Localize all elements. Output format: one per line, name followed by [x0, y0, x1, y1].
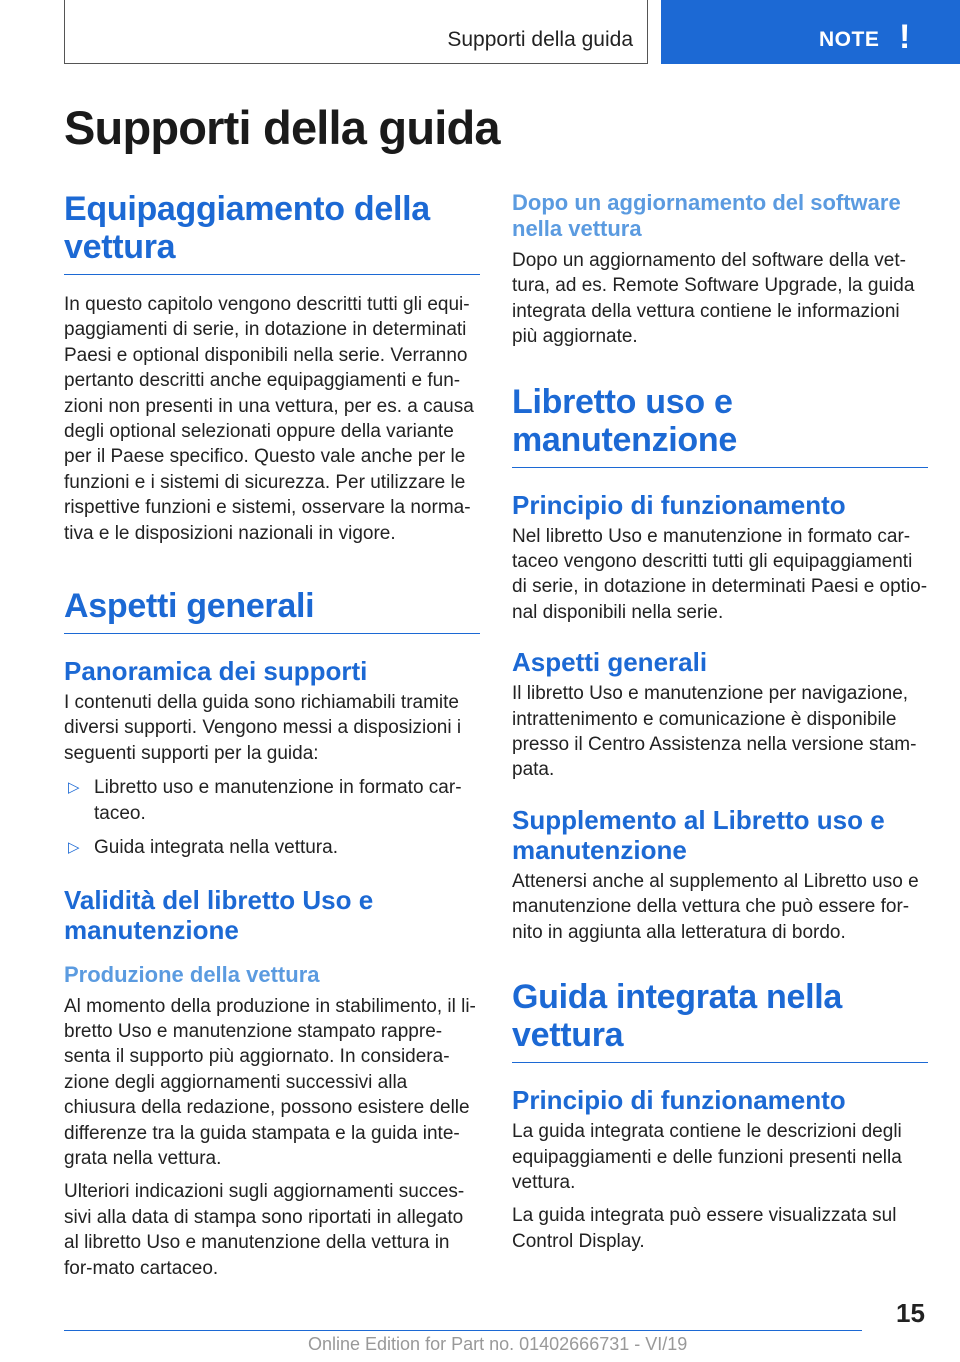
subheading-principio-guida: Principio di funzionamento — [512, 1085, 846, 1116]
paragraph: Nel libretto Uso e manutenzione in formato car-taceo vengono descritti tutti gli equipaggiamenti di serie, in dotazione in determinati Paesi e optio-nal disponibili nella serie. — [512, 525, 928, 623]
list-item-text: Libretto uso e manutenzione in formato car-taceo. — [94, 777, 462, 824]
minor-heading-produzione: Produzione della vettura — [64, 961, 320, 987]
section-heading-aspetti-generali: Aspetti generali — [64, 587, 480, 634]
paragraph: Ulteriori indicazioni sugli aggiornamenti succes-sivi alla data di stampa sono riportati in allegato al libretto Uso e manutenzione della vettura in for-mato cartaceo. — [64, 1181, 465, 1279]
page-header — [0, 0, 960, 66]
section-heading-equipaggiamento: Equipaggiamento della vettura — [64, 190, 480, 275]
supports-list — [64, 775, 480, 860]
paragraph: I contenuti della guida sono richiamabili tramite diversi supporti. Vengono messi a disposizioni i seguenti supporti per la guida: — [64, 692, 462, 764]
paragraph: La guida integrata contiene le descrizioni degli equipaggiamenti e delle funzioni presenti nella vettura. — [512, 1121, 902, 1193]
paragraph: Al momento della produzione in stabilimento, il li-bretto Uso e manutenzione stampato rappre-senta il supporto più aggiornato. In considera-zione degli aggiornamenti successivi alla chiusura della redazione, possono esistere delle differenze tra la guida stampata e la guida inte-grata nella vettura. — [64, 995, 476, 1169]
header-section-title: Supporti della guida — [447, 28, 633, 51]
paragraph: Attenersi anche al supplemento al Libretto uso e manutenzione della vettura che può essere for-nito in aggiunta alla letteratura di bordo. — [512, 870, 919, 943]
subheading-supplemento: Supplemento al Libretto uso e manutenzione — [512, 804, 885, 865]
left-column — [64, 190, 480, 1281]
header-note-tab — [661, 0, 960, 64]
subheading-aspetti-generali: Aspetti generali — [512, 647, 708, 678]
subheading-principio: Principio di funzionamento — [512, 489, 846, 520]
section-heading-libretto: Libretto uso e manutenzione — [512, 383, 928, 468]
section-heading-guida-integrata: Guida integrata nella vettura — [512, 978, 928, 1063]
paragraph: La guida integrata può essere visualizzata sul Control Display. — [512, 1205, 897, 1252]
list-item — [64, 775, 480, 826]
right-column — [512, 190, 928, 1254]
footer-divider — [64, 1330, 862, 1331]
footer-edition: Online Edition for Part no. 01402666731 - VI/19 — [308, 1334, 688, 1354]
header-tab-label: NOTE — [819, 28, 880, 51]
subheading-panoramica: Panoramica dei supporti — [64, 656, 368, 687]
paragraph: Dopo un aggiornamento del software della vet-tura, ad es. Remote Software Upgrade, la guida integrata della vettura contiene le informazioni più aggiornate. — [512, 250, 915, 348]
list-item-text: Guida integrata nella vettura. — [94, 837, 338, 859]
list-item — [64, 835, 480, 860]
exclamation-icon: ! — [899, 18, 911, 56]
page-title: Supporti della guida — [64, 101, 500, 154]
paragraph: In questo capitolo vengono descritti tutti gli equi-paggiamenti di serie, in dotazione in determinati Paesi e optional disponibili nella serie. Verranno pertanto descritti anche equipaggiamenti e fun-zioni non presenti in una vettura, per es. a causa degli optional selezionati oppure della variante per il Paese specifico. Questo vale anche per le funzioni e i sistemi di sicurezza. Per utilizzare le rispettive funzioni e sistemi, osservare la norma-tiva e le disposizioni nazionali in vigore. — [64, 294, 474, 544]
page-number: 15 — [896, 1298, 925, 1328]
minor-heading-aggiornamento: Dopo un aggiornamento del software nella vettura — [512, 190, 901, 241]
paragraph: Il libretto Uso e manutenzione per navigazione, intrattenimento e comunicazione è disponibile presso il Centro Assistenza nella versione stam-pata. — [512, 683, 917, 781]
header-section-box — [64, 0, 648, 64]
subheading-validita: Validità del libretto Uso e manutenzione — [64, 884, 374, 945]
triangle-right-outline-icon: ▷ — [68, 779, 80, 797]
triangle-right-outline-icon: ▷ — [68, 839, 80, 857]
